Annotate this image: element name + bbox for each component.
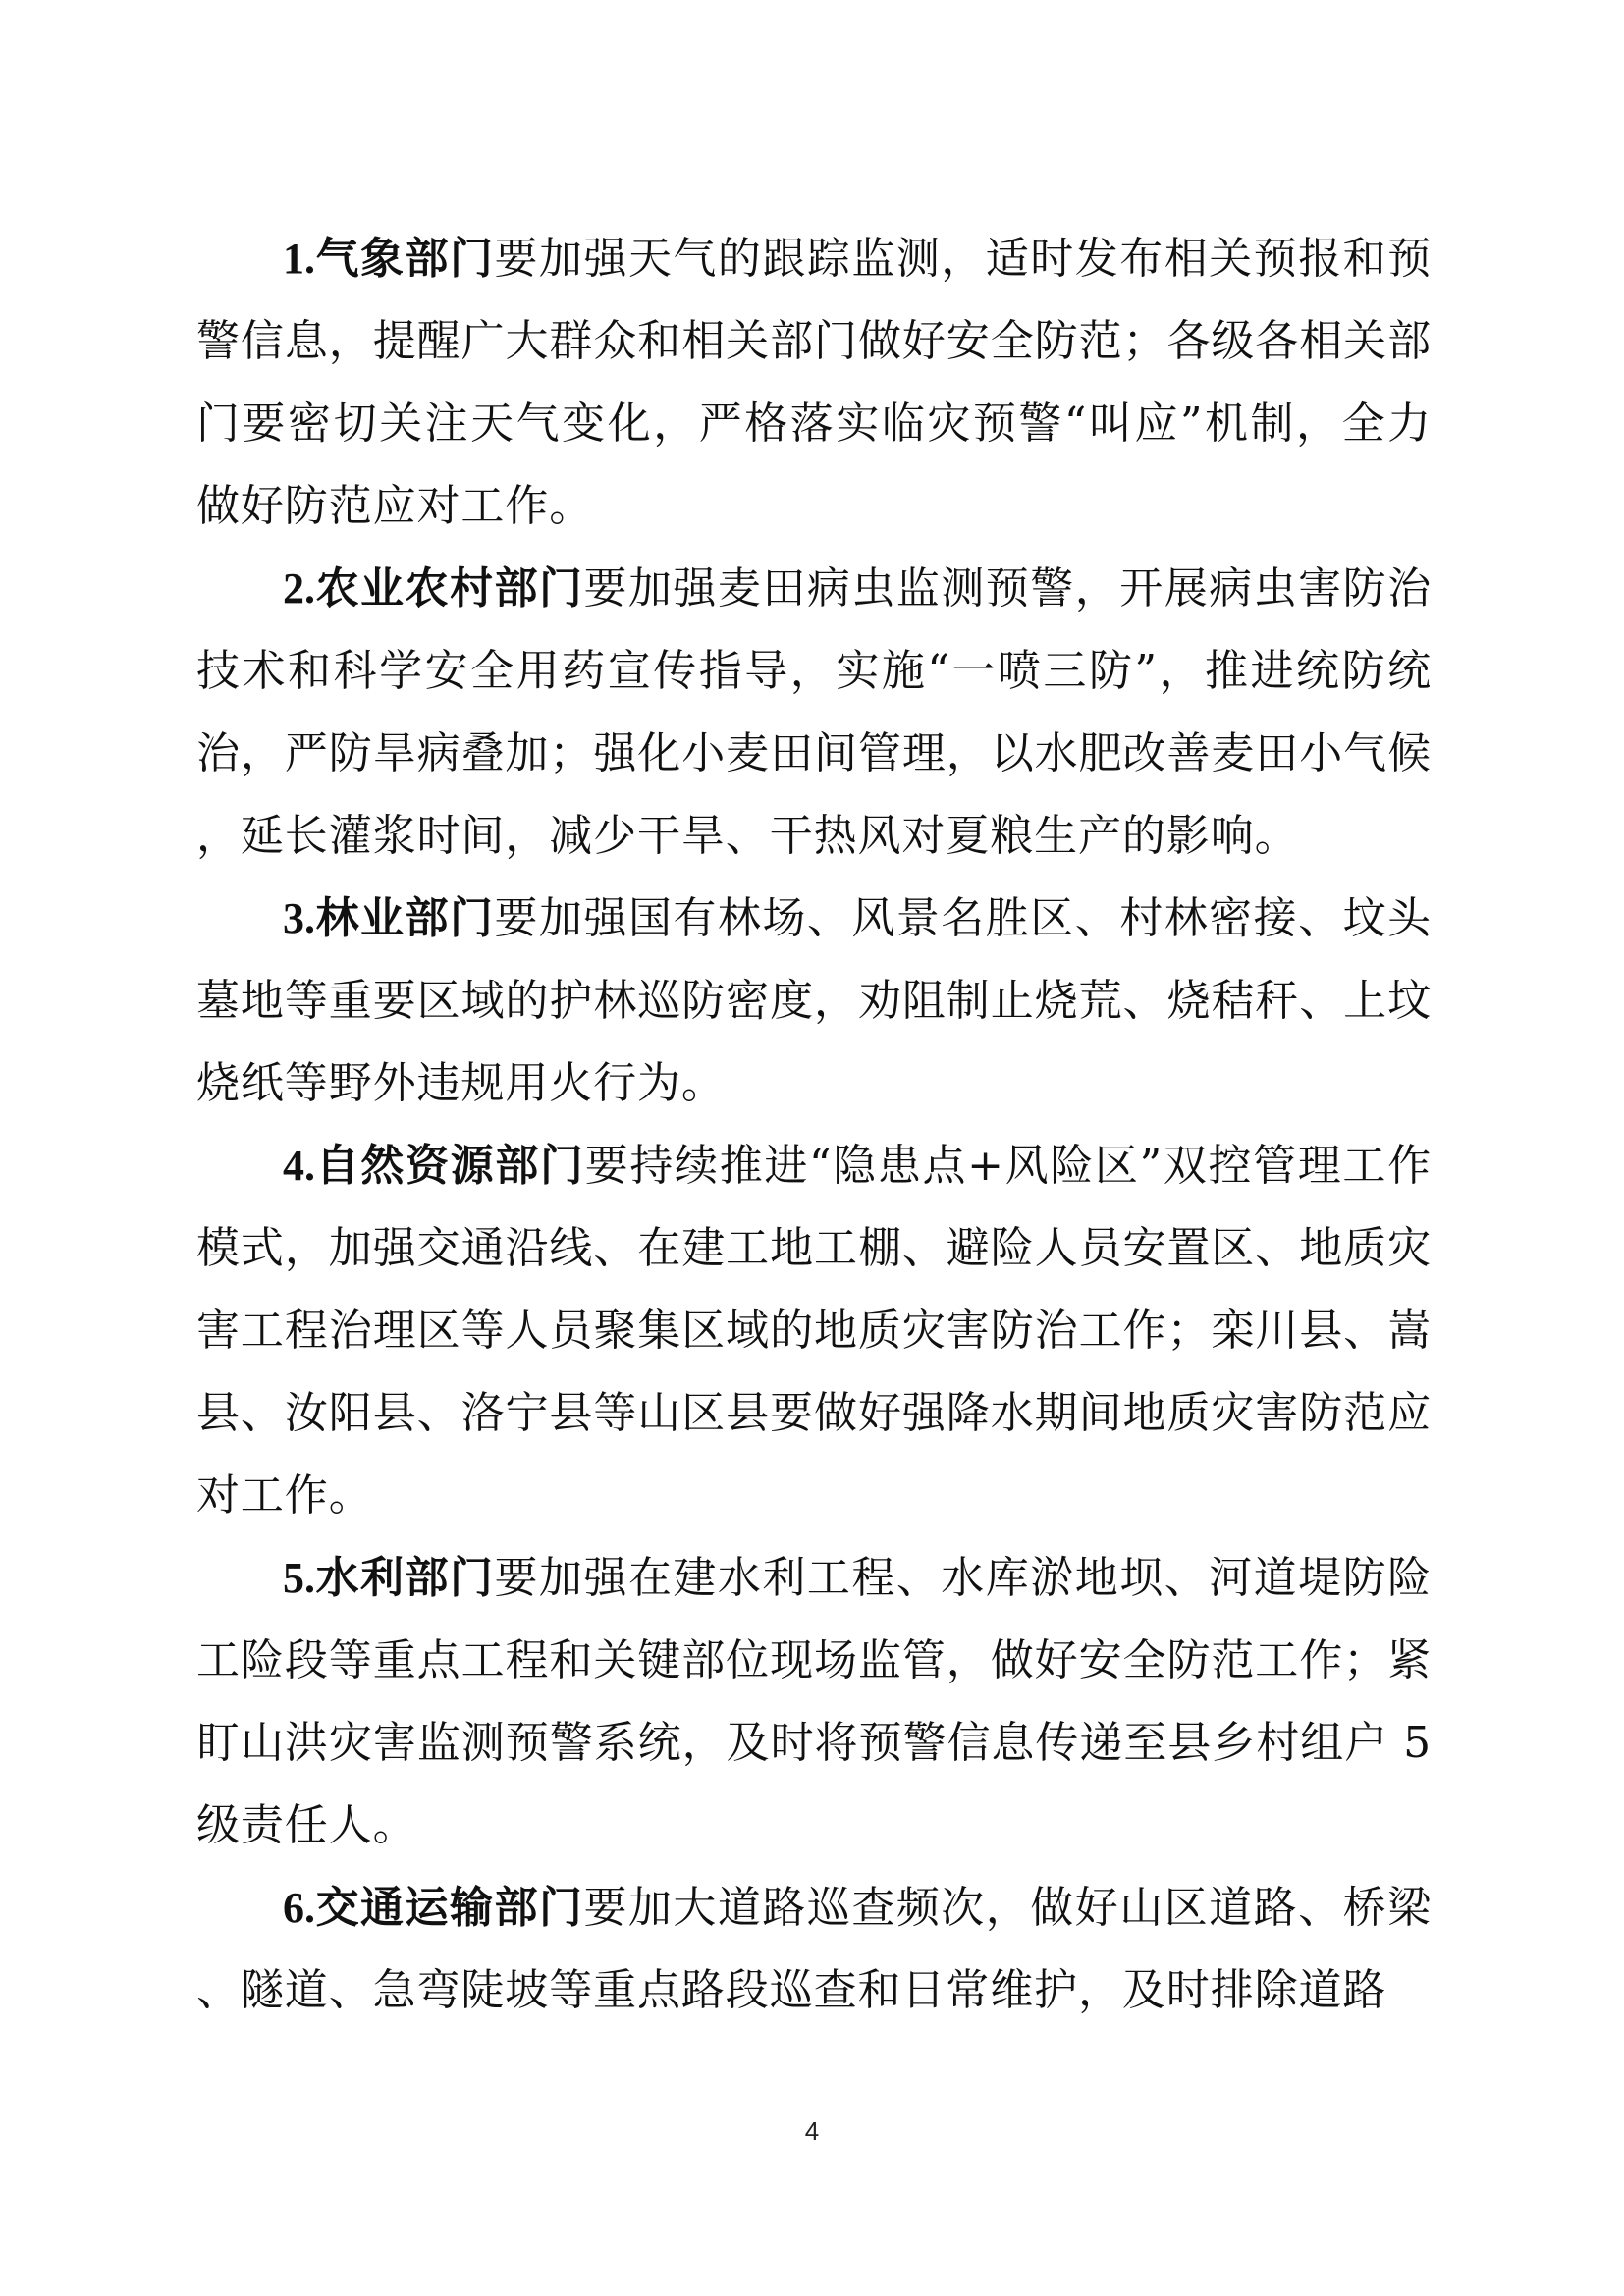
paragraph-text: 要持续推进“隐患点+风险区”双控管理工作模式，加强交通沿线、在建工地工棚、避险人员安置区、地质灾害工程治理区等人员聚集区域的地质灾害防治工作；栾川县、嵩县、汝阳县、洛宁县等山区县要做好强降水期间地质灾害防范应对工作。 [196,1141,1432,1521]
paragraph-water-resources [196,1537,1432,1867]
department-name: 农业农村部门 [315,563,584,614]
paragraph-number: 4. [283,1142,315,1190]
department-name: 水利部门 [315,1553,495,1603]
paragraph-forestry [196,878,1432,1125]
paragraph-number: 5. [283,1554,315,1602]
paragraph-number: 1. [283,235,315,283]
paragraph-agriculture [196,548,1432,878]
paragraph-transportation [196,1867,1432,2032]
paragraph-text: 要加大道路巡查频次，做好山区道路、桥梁、隧道、急弯陡坡等重点路段巡查和日常维护，及时排除道路 [196,1883,1432,2015]
paragraph-meteorology [196,218,1432,548]
paragraph-number: 3. [283,894,315,942]
department-name: 自然资源部门 [315,1141,585,1191]
department-name: 气象部门 [315,234,495,284]
paragraph-natural-resources [196,1125,1432,1537]
paragraph-text: 要加强国有林场、风景名胜区、村林密接、坟头墓地等重要区域的护林巡防密度，劝阻制止烧荒、烧秸秆、上坟烧纸等野外违规用火行为。 [196,893,1432,1108]
paragraph-number: 2. [283,564,315,613]
department-name: 交通运输部门 [315,1883,584,1933]
paragraph-text: 要加强麦田病虫监测预警，开展病虫害防治技术和科学安全用药宣传指导，实施“一喷三防”，推进统防统治，严防旱病叠加；强化小麦田间管理，以水肥改善麦田小气候，延长灌浆时间，减少干旱、干热风对夏粮生产的影响。 [196,563,1432,861]
department-name: 林业部门 [315,893,495,943]
paragraph-text: 要加强在建水利工程、水库淤地坝、河道堤防险工险段等重点工程和关键部位现场监管，做好安全防范工作；紧盯山洪灾害监测预警系统，及时将预警信息传递至县乡村组户 5 级责任人。 [196,1553,1432,1850]
paragraph-text: 要加强天气的跟踪监测，适时发布相关预报和预警信息，提醒广大群众和相关部门做好安全防范；各级各相关部门要密切关注天气变化，严格落实临灾预警“叫应”机制，全力做好防范应对工作。 [196,234,1432,531]
paragraph-number: 6. [283,1884,315,1932]
page-number: 4 [804,2116,820,2146]
document-body [196,218,1432,2032]
